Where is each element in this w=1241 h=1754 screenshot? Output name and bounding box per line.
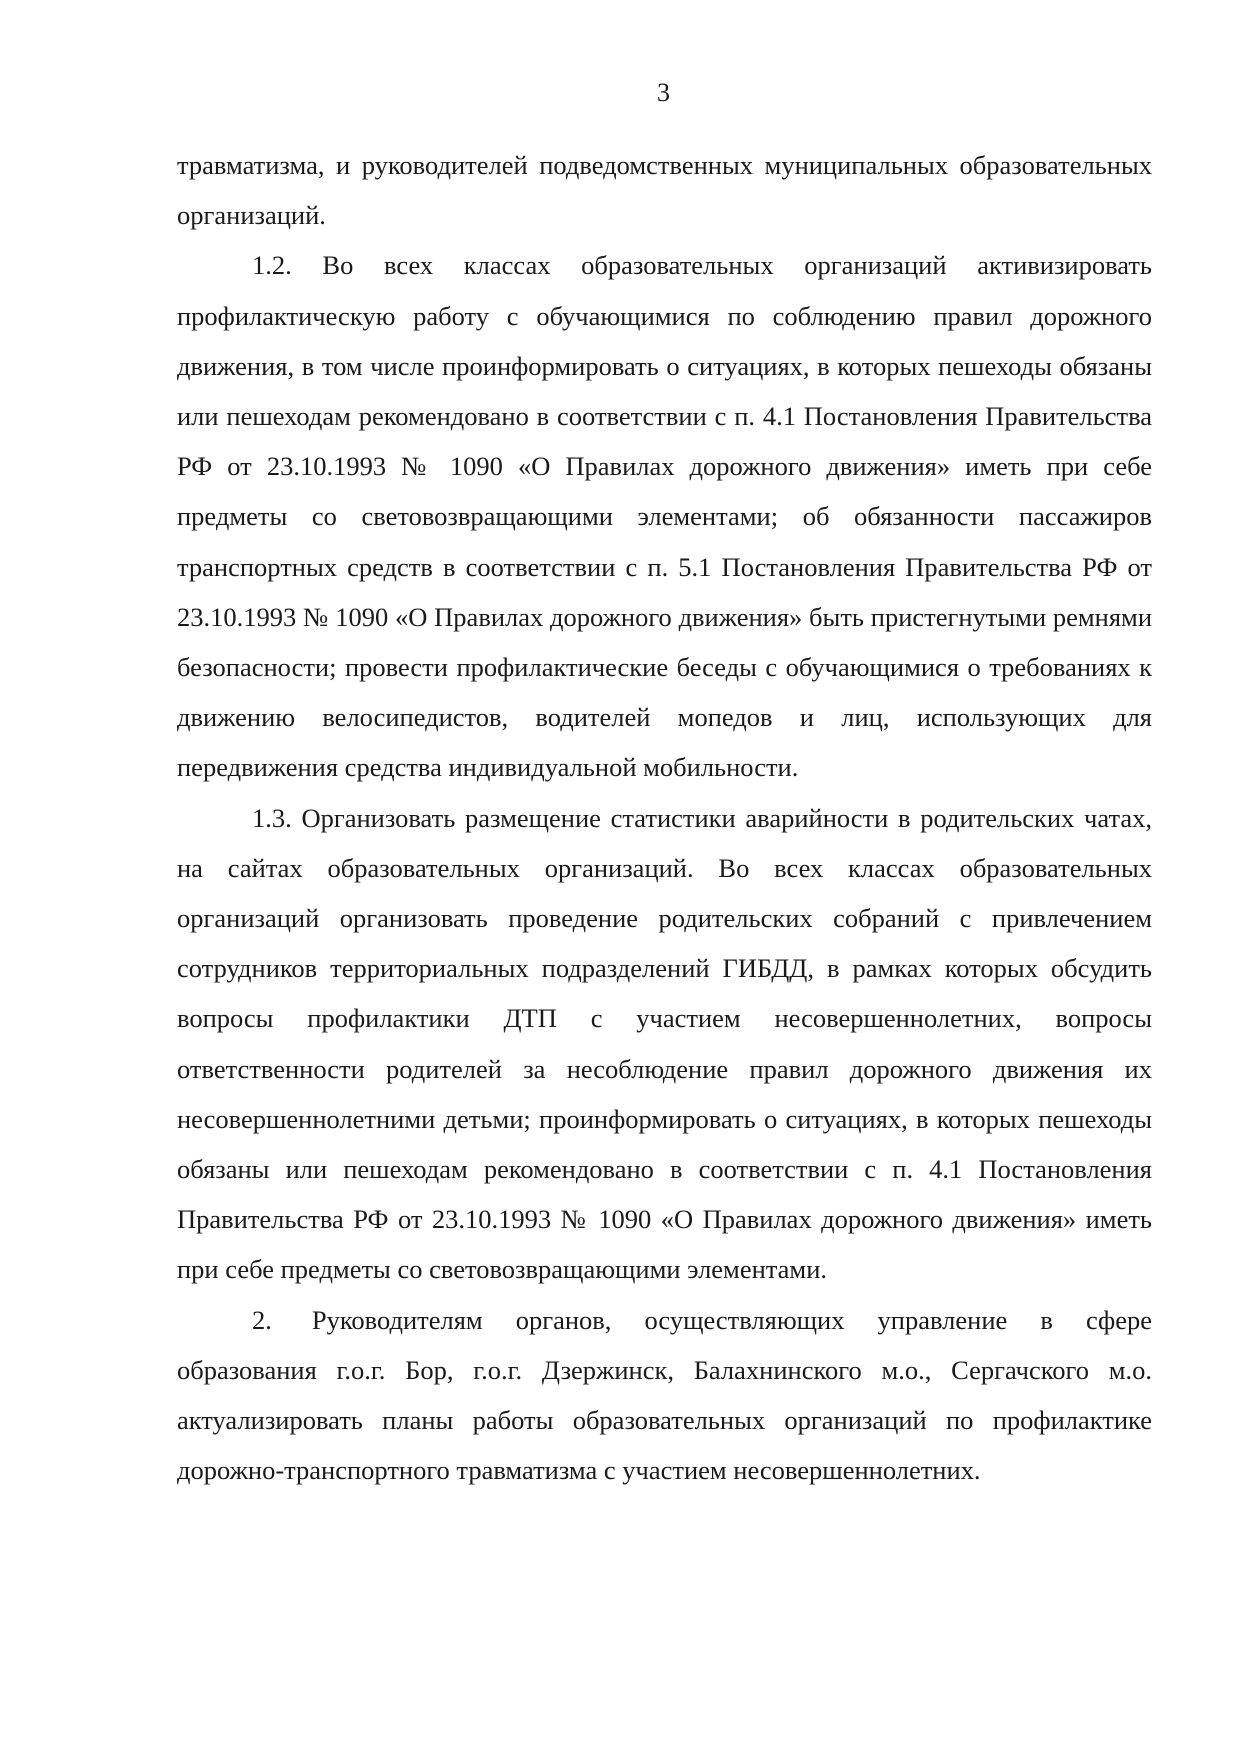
paragraph-text: Организовать размещение статистики аварийности в родительских чатах, на сайтах образовательных организаций. Во всех классах образовательных организаций организовать проведение родительских собраний с привлечением сотрудников территориальных подразделений ГИБДД, в рамках которых обсудить вопросы профилактики ДТП с участием несовершеннолетних, вопросы ответственности родителей за несоблюдение правил дорожного движения их несовершеннолетними детьми; проинформировать о ситуациях, в которых пешеходы обязаны или пешеходам рекомендовано в соответствии с п. 4.1 Постановления Правительства РФ от 23.10.1993 № 1090 «О Правилах дорожного движения» иметь при себе предметы со световозвращающими элементами. (177, 802, 1152, 1285)
paragraph-number: 1.2. (252, 250, 292, 281)
paragraph-number: 2. (252, 1304, 272, 1335)
paragraph-number: 1.3. (252, 802, 292, 833)
paragraph-2 (177, 1295, 1152, 1496)
paragraph-1-3 (177, 793, 1152, 1295)
paragraph-continuation (177, 140, 1152, 240)
paragraph-1-2 (177, 240, 1152, 792)
page-number: 3 (657, 78, 670, 107)
paragraph-text: Во всех классах образовательных организаций активизировать профилактическую работу с обучающимися по соблюдению правил дорожного движения, в том числе проинформировать о ситуациях, в которых пешеходы обязаны или пешеходам рекомендовано в соответствии с п. 4.1 Постановления Правительства РФ от 23.10.1993 № 1090 «О Правилах дорожного движения» иметь при себе предметы со световозвращающими элементами; об обязанности пассажиров транспортных средств в соответствии с п. 5.1 Постановления Правительства РФ от 23.10.1993 № 1090 «О Правилах дорожного движения» быть пристегнутыми ремнями безопасности; провести профилактические беседы с обучающимися о требованиях к движению велосипедистов, водителей мопедов и лиц, использующих для передвижения средства индивидуальной мобильности. (177, 250, 1152, 783)
paragraph-text: травматизма, и руководителей подведомственных муниципальных образовательных организаций. (177, 150, 1152, 231)
paragraph-text: Руководителям органов, осуществляющих управление в сфере образования г.о.г. Бор, г.о.г. Дзержинск, Балахнинского м.о., Сергачского м.о. актуализировать планы работы образовательных организаций по профилактике дорожно-транспортного травматизма с участием несовершеннолетних. (177, 1304, 1152, 1486)
document-body (177, 140, 1152, 1495)
